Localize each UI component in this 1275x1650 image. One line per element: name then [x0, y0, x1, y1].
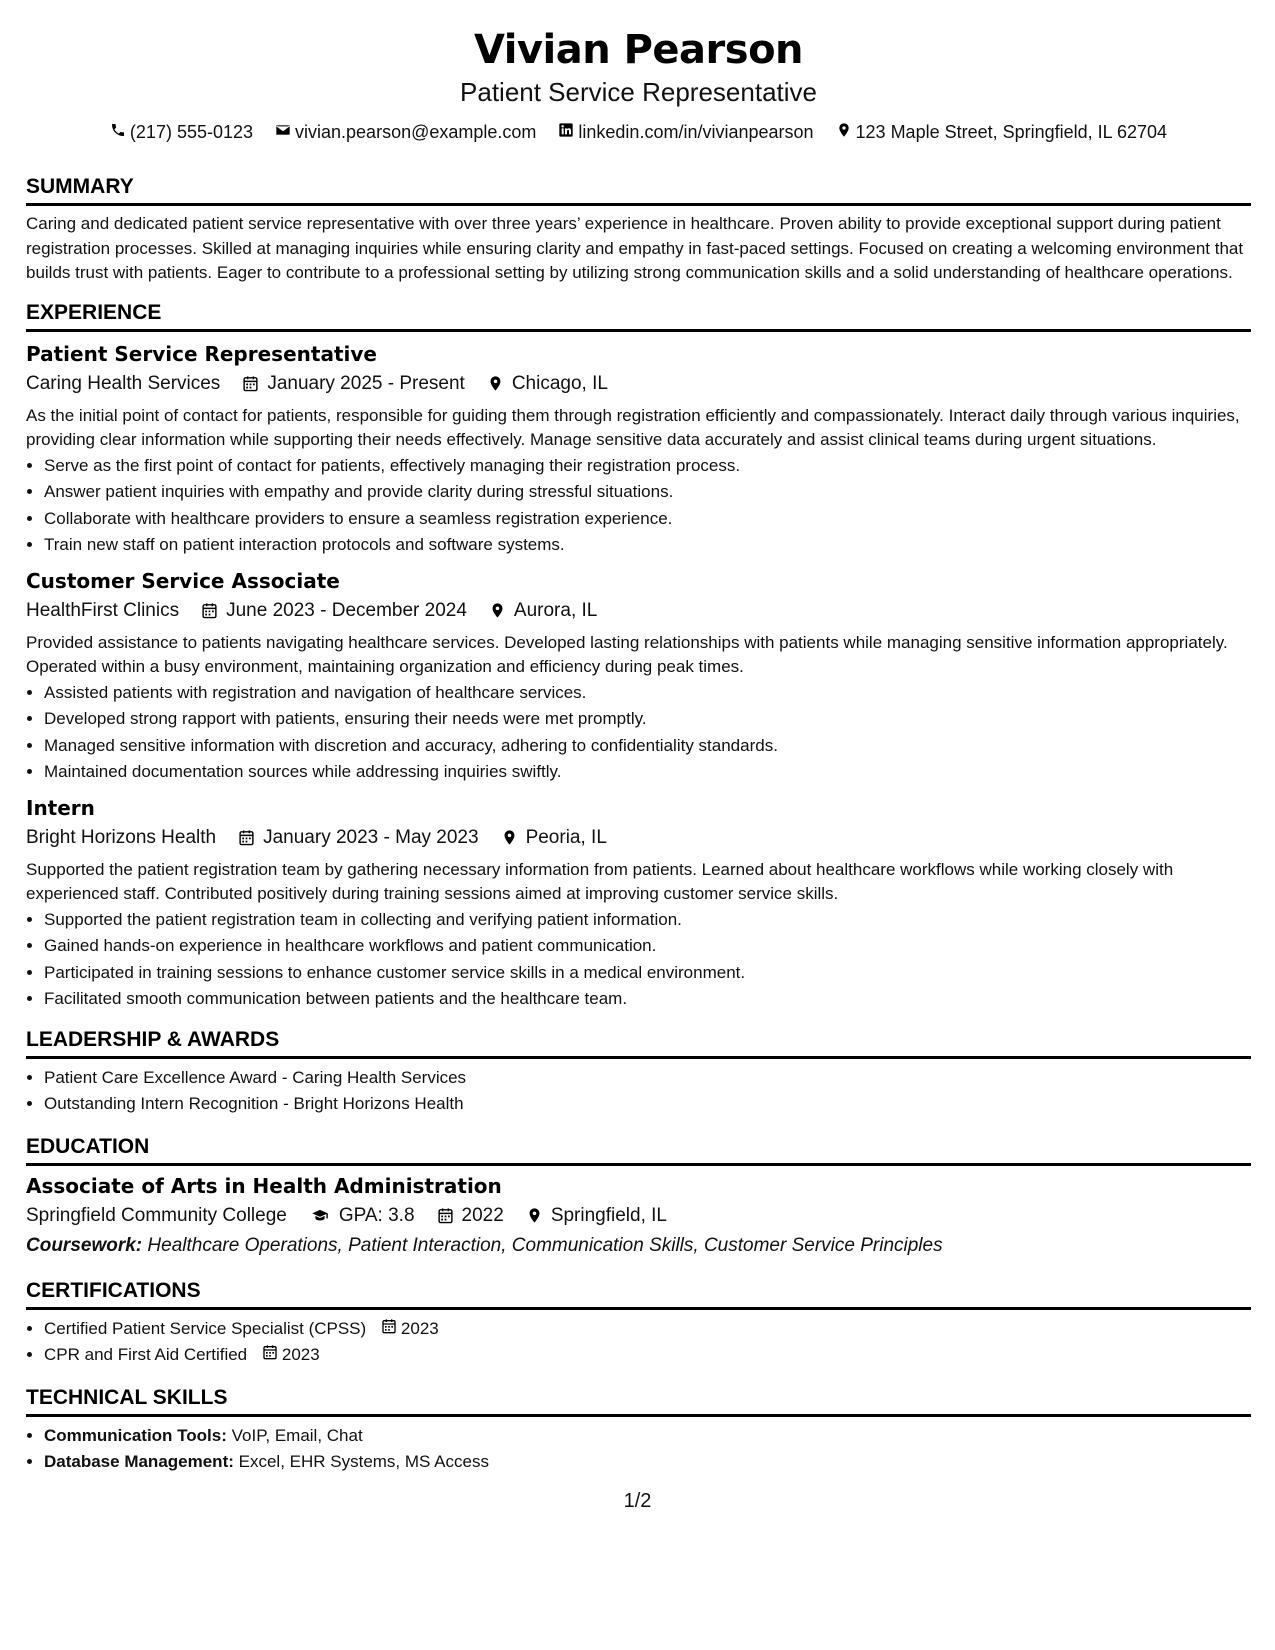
certification-name: Certified Patient Service Specialist (CPSS): [44, 1318, 367, 1338]
map-pin-icon: [836, 120, 852, 144]
calendar-icon: [238, 829, 255, 846]
experience-section: [26, 300, 1251, 1013]
resume-page: [26, 24, 1251, 1476]
certification-name: CPR and First Aid Certified: [44, 1345, 248, 1364]
list-item: • Train new staff on patient interaction protocols and software systems.: [44, 532, 1251, 559]
map-pin-icon: [489, 602, 506, 619]
job-bullets: [26, 907, 1251, 1013]
job-dates: June 2023 - December 2024: [226, 599, 467, 621]
list-item: • Serve as the first point of contact for patients, effectively managing their registration process.: [44, 453, 1251, 480]
list-item: [44, 1423, 1251, 1450]
map-pin-icon: [526, 1207, 543, 1224]
certification-year: 2023: [400, 1318, 439, 1338]
job-bullets: [26, 680, 1251, 786]
list-item: • Participated in training sessions to enhance customer service skills in a medical environment.: [44, 960, 1251, 987]
skill-label: Communication Tools:: [44, 1425, 227, 1445]
job-title: Patient Service Representative: [26, 341, 377, 366]
candidate-name: Vivian Pearson: [473, 27, 804, 73]
awards-list: [26, 1065, 1251, 1118]
list-item: • Outstanding Intern Recognition - Bright Horizons Health: [44, 1091, 1251, 1118]
list-item: • Developed strong rapport with patients, ensuring their needs were met promptly.: [44, 706, 1251, 733]
page-number: 1/2: [623, 1490, 652, 1512]
summary-section: [26, 174, 1251, 286]
graduation-year: 2022: [461, 1204, 504, 1226]
section-title-experience: EXPERIENCE: [26, 300, 1251, 332]
resume-header: [26, 24, 1251, 144]
education-meta: [26, 1202, 1251, 1230]
gpa: GPA: 3.8: [338, 1204, 415, 1226]
section-title-skills: TECHNICAL SKILLS: [26, 1385, 1251, 1417]
envelope-icon: [275, 120, 291, 144]
job-entry: [26, 567, 1251, 786]
calendar-icon: [381, 1316, 397, 1343]
certifications-section: [26, 1278, 1251, 1369]
section-title-education: EDUCATION: [26, 1134, 1251, 1166]
job-location: Aurora, IL: [513, 599, 598, 621]
skill-value: VoIP, Email, Chat: [231, 1425, 363, 1445]
awards-section: [26, 1027, 1251, 1118]
education-section: [26, 1134, 1251, 1260]
map-pin-icon: [487, 375, 504, 392]
skill-value: Excel, EHR Systems, MS Access: [238, 1452, 489, 1471]
summary-text: Caring and dedicated patient service representative with over three years’ experience in healthcare. Proven ability to provide exceptional support during patient registration processes. Skilled at managing inquiries while ensuring clarity and empathy in fast-paced settings. Focused on creating a welcoming environment that builds trust with patients. Eager to contribute to a professional setting by utilizing strong communication skills and a solid understanding of healthcare operations.: [26, 214, 1244, 282]
section-title-certifications: CERTIFICATIONS: [26, 1278, 1251, 1310]
school-name: Springfield Community College: [26, 1204, 287, 1226]
list-item: • Assisted patients with registration and navigation of healthcare services.: [44, 680, 1251, 707]
job-location: Peoria, IL: [525, 826, 607, 848]
school-location: Springfield, IL: [550, 1204, 667, 1226]
list-item: • Answer patient inquiries with empathy and provide clarity during stressful situations.: [44, 479, 1251, 506]
certifications-list: [26, 1316, 1251, 1369]
map-pin-icon: [501, 829, 518, 846]
job-description: Supported the patient registration team by gathering necessary information from patients. Learned about healthcare workflows while working closely with experienced staff. Contributed positively during training sessions aimed at improving customer service skills.: [26, 859, 1174, 903]
coursework-label: Coursework:: [26, 1234, 143, 1256]
skills-section: [26, 1385, 1251, 1476]
list-item: [44, 1342, 1251, 1369]
job-location: Chicago, IL: [511, 372, 608, 394]
contact-info: [26, 120, 1251, 144]
list-item: • Maintained documentation sources while addressing inquiries swiftly.: [44, 759, 1251, 786]
coursework-list: Healthcare Operations, Patient Interaction, Communication Skills, Customer Service Principles: [147, 1234, 943, 1256]
degree-title: Associate of Arts in Health Administration: [26, 1173, 502, 1198]
linkedin-icon: [558, 120, 574, 144]
list-item: [44, 1449, 1251, 1476]
job-entry: [26, 794, 1251, 1013]
job-company: Caring Health Services: [26, 372, 221, 394]
skill-label: Database Management:: [44, 1452, 234, 1471]
certification-year: 2023: [281, 1345, 320, 1364]
contact-phone-text: (217) 555-0123: [129, 122, 254, 142]
coursework: [26, 1232, 1251, 1260]
skills-list: [26, 1423, 1251, 1476]
contact-linkedin-text: linkedin.com/in/vivianpearson: [578, 122, 814, 142]
contact-phone[interactable]: [110, 120, 253, 144]
job-description: Provided assistance to patients navigating healthcare services. Developed lasting relationships with patients while managing sensitive information appropriately. Operated within a busy environment, maintaining organization and efficiency during peak times.: [26, 632, 1228, 676]
job-company: HealthFirst Clinics: [26, 599, 180, 621]
graduation-cap-icon: [309, 1207, 331, 1224]
job-dates: January 2023 - May 2023: [263, 826, 479, 848]
list-item: • Gained hands-on experience in healthcare workflows and patient communication.: [44, 933, 1251, 960]
job-entry: [26, 340, 1251, 559]
job-title: Intern: [26, 795, 95, 820]
list-item: • Facilitated smooth communication between patients and the healthcare team.: [44, 986, 1251, 1013]
contact-email-text: vivian.pearson@example.com: [295, 122, 537, 142]
job-meta: [26, 370, 1251, 398]
job-description: As the initial point of contact for patients, responsible for guiding them through registration efficiently and compassionately. Interact daily through various inquiries, providing clear information while supporting their needs effectively. Manage sensitive data accurately and assist clinical teams during urgent situations.: [26, 405, 1240, 449]
job-company: Bright Horizons Health: [26, 826, 217, 848]
job-dates: January 2025 - Present: [267, 372, 465, 394]
job-title: Customer Service Associate: [26, 568, 340, 593]
list-item: • Managed sensitive information with discretion and accuracy, adhering to confidentiality standards.: [44, 733, 1251, 760]
list-item: • Supported the patient registration team in collecting and verifying patient information.: [44, 907, 1251, 934]
section-title-summary: SUMMARY: [26, 174, 1251, 206]
calendar-icon: [262, 1342, 278, 1369]
job-meta: [26, 824, 1251, 852]
contact-address-text: 123 Maple Street, Springfield, IL 62704: [855, 122, 1168, 142]
contact-linkedin[interactable]: [558, 120, 813, 144]
phone-icon: [110, 120, 126, 144]
contact-email[interactable]: [275, 120, 536, 144]
list-item: • Collaborate with healthcare providers to ensure a seamless registration experience.: [44, 506, 1251, 533]
calendar-icon: [201, 602, 218, 619]
job-meta: [26, 597, 1251, 625]
list-item: • Patient Care Excellence Award - Caring Health Services: [44, 1065, 1251, 1092]
candidate-role: Patient Service Representative: [460, 77, 817, 107]
contact-address[interactable]: [836, 120, 1168, 144]
list-item: [44, 1316, 1251, 1343]
job-bullets: [26, 453, 1251, 559]
calendar-icon: [242, 375, 259, 392]
calendar-icon: [437, 1207, 454, 1224]
section-title-awards: LEADERSHIP & AWARDS: [26, 1027, 1251, 1059]
